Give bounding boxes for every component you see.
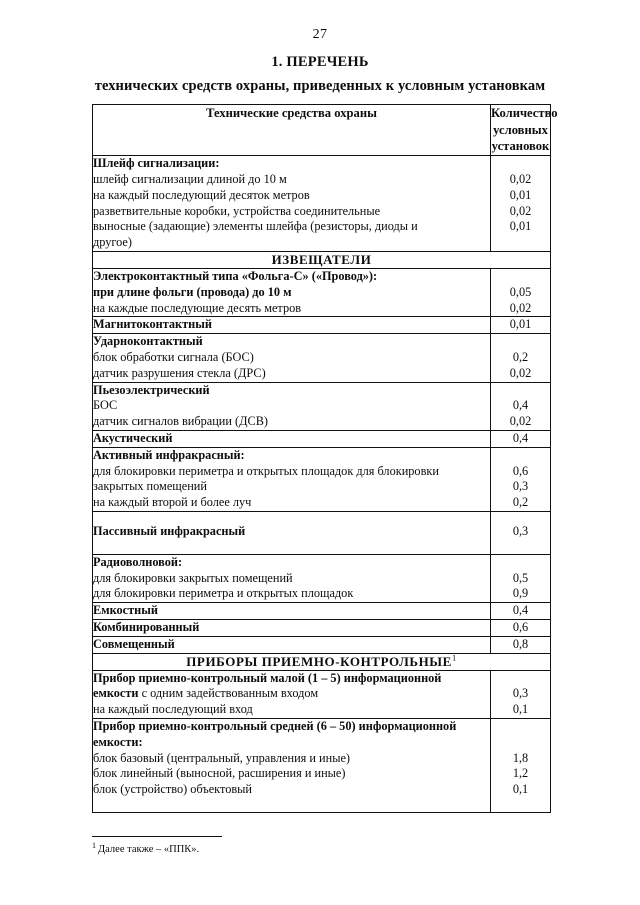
- quantity-value: 0,2: [512, 349, 529, 364]
- equipment-line: на каждый последующий вход: [93, 702, 253, 717]
- equipment-line: Пьезоэлектрический: [93, 382, 210, 397]
- equipment-line: выносные (задающие) элементы шлейфа (резисторы, диоды и: [93, 219, 418, 234]
- equipment-line: датчик сигналов вибрации (ДСВ): [93, 414, 269, 429]
- title-line-1: 1. ПЕРЕЧЕНЬ: [271, 54, 369, 70]
- table-row: [93, 156, 551, 252]
- equipment-line: Магнитоконтактный: [93, 317, 212, 332]
- quantity-value: 0,02: [509, 300, 532, 315]
- quantity-value: 0,01: [509, 187, 532, 202]
- quantity-value: [491, 269, 550, 285]
- quantity-value: 0,02: [509, 203, 532, 218]
- equipment-cell: [93, 670, 491, 718]
- quantity-value: 0,4: [512, 603, 529, 618]
- table-row: [93, 554, 551, 602]
- quantity-cell: [491, 619, 551, 636]
- equipment-line: датчик разрушения стекла (ДРС): [93, 365, 266, 380]
- table-section-row: [93, 653, 551, 670]
- equipment-line: блок (устройство) объектовый: [93, 782, 252, 797]
- equipment-cell: [93, 382, 491, 430]
- footnote-text: Далее также – «ППК».: [98, 844, 200, 855]
- equipment-cell: [93, 334, 491, 382]
- quantity-value: 0,8: [512, 636, 529, 651]
- table-row: [93, 430, 551, 447]
- quantity-value: 0,3: [512, 686, 529, 701]
- quantity-value: 0,1: [512, 702, 529, 717]
- quantity-cell: [491, 430, 551, 447]
- quantity-cell: [491, 554, 551, 602]
- footnote: [92, 840, 200, 857]
- equipment-line: Шлейф сигнализации:: [93, 156, 220, 171]
- equipment-cell: [93, 268, 491, 316]
- table-row: [93, 603, 551, 620]
- table-row: [93, 382, 551, 430]
- equipment-line: Ударноконтактный: [93, 334, 203, 349]
- quantity-value: 0,6: [512, 619, 529, 634]
- table-section-row: [93, 251, 551, 268]
- quantity-value: 1,8: [512, 750, 529, 765]
- quantity-value: 0,02: [509, 365, 532, 380]
- section-title: ИЗВЕЩАТЕЛИ: [93, 251, 551, 268]
- quantity-value: [491, 671, 550, 687]
- table-row: [93, 718, 551, 812]
- equipment-line: емкости:: [93, 734, 143, 749]
- equipment-line: Активный инфракрасный:: [93, 447, 245, 462]
- equipment-cell: [93, 603, 491, 620]
- quantity-value: 0,4: [512, 430, 529, 445]
- equipment-line: блок базовый (центральный, управления и иные): [93, 750, 351, 765]
- quantity-value: [491, 383, 550, 399]
- equipment-cell: [93, 430, 491, 447]
- quantity-cell: [491, 636, 551, 653]
- equipment-line: при длине фольги (провода) до 10 м: [93, 284, 292, 299]
- equipment-cell: [93, 317, 491, 334]
- quantity-cell: [491, 268, 551, 316]
- equipment-line: Емкостный: [93, 603, 158, 618]
- quantity-value: [491, 334, 550, 350]
- equipment-line: БОС: [93, 398, 118, 413]
- equipment-table: [92, 104, 558, 813]
- equipment-line: Совмещенный: [93, 636, 175, 651]
- equipment-cell: [93, 554, 491, 602]
- quantity-cell: [491, 156, 551, 252]
- table-row: [93, 447, 551, 511]
- equipment-line: блок обработки сигнала (БОС): [93, 349, 254, 364]
- equipment-cell: [93, 718, 491, 812]
- quantity-value: 0,9: [512, 586, 529, 601]
- quantity-cell: [491, 334, 551, 382]
- quantity-cell: [491, 718, 551, 812]
- equipment-line: на каждые последующие десять метров: [93, 300, 302, 315]
- quantity-value: [491, 719, 550, 735]
- quantity-cell: [491, 382, 551, 430]
- quantity-value: 0,5: [512, 570, 529, 585]
- table-row: [93, 636, 551, 653]
- table-row: [93, 334, 551, 382]
- quantity-value: 0,01: [509, 317, 532, 332]
- equipment-line: емкости с одним задействованным входом: [93, 686, 319, 701]
- quantity-cell: [491, 670, 551, 718]
- equipment-line: другое): [93, 235, 132, 250]
- table-row: [93, 670, 551, 718]
- equipment-line: на каждый последующий десяток метров: [93, 187, 310, 202]
- equipment-line: Электроконтактный типа «Фольга-С» («Провод»):: [93, 268, 378, 283]
- table-row: [93, 619, 551, 636]
- quantity-header-line-3: установок: [491, 139, 550, 154]
- equipment-line: разветвительные коробки, устройства соединительные: [93, 203, 381, 218]
- quantity-value: 0,01: [509, 219, 532, 234]
- quantity-value: [491, 235, 550, 251]
- quantity-header-line-2: условных: [493, 122, 548, 137]
- quantity-value: [491, 555, 550, 571]
- column-header-equipment: Технические средства охраны: [93, 105, 491, 156]
- quantity-value: 0,2: [512, 495, 529, 510]
- document-title: [70, 52, 570, 97]
- quantity-value: 0,02: [509, 414, 532, 429]
- quantity-value: 0,02: [509, 172, 532, 186]
- table-row: [93, 268, 551, 316]
- equipment-line: на каждый второй и более луч: [93, 495, 252, 510]
- equipment-line: Радиоволновой:: [93, 554, 183, 569]
- page-number: 27: [312, 27, 328, 42]
- equipment-table-container: [92, 104, 558, 813]
- equipment-line: для блокировки периметра и открытых площадок для блокировки: [93, 463, 439, 478]
- column-header-quantity: [491, 105, 558, 156]
- table-body: [93, 156, 551, 813]
- equipment-cell: [93, 619, 491, 636]
- table-header-row: [93, 105, 551, 156]
- quantity-value: 0,05: [509, 284, 532, 299]
- equipment-cell: [93, 636, 491, 653]
- quantity-value: 1,2: [512, 766, 529, 781]
- equipment-line: Акустический: [93, 430, 173, 445]
- quantity-cell: [491, 603, 551, 620]
- equipment-line: шлейф сигнализации длиной до 10 м: [93, 172, 287, 186]
- quantity-cell: [491, 511, 551, 554]
- quantity-value: [491, 448, 550, 464]
- equipment-line: закрытых помещений: [93, 479, 207, 494]
- quantity-cell: [491, 447, 551, 511]
- equipment-cell: [93, 156, 491, 252]
- title-line-2: технических средств охраны, приведенных к условным установкам: [94, 78, 546, 95]
- equipment-line: Прибор приемно-контрольный малой (1 – 5) информационной: [93, 670, 442, 685]
- table-row: [93, 511, 551, 554]
- equipment-cell: [93, 447, 491, 511]
- section-footnote-marker: 1: [451, 652, 457, 663]
- quantity-value: 0,4: [512, 398, 529, 413]
- equipment-line: Прибор приемно-контрольный средней (6 – 50) информационной: [93, 718, 457, 733]
- quantity-value: 0,3: [512, 523, 529, 538]
- equipment-line: Комбинированный: [93, 619, 200, 634]
- equipment-line: для блокировки закрытых помещений: [93, 570, 293, 585]
- equipment-line: для блокировки периметра и открытых площадок: [93, 586, 354, 601]
- footnote-separator: [92, 836, 222, 837]
- quantity-header-line-1: Количество: [491, 106, 558, 120]
- quantity-value: 0,1: [512, 782, 529, 797]
- table-head: [93, 105, 558, 156]
- equipment-line: Пассивный инфракрасный: [93, 523, 246, 538]
- quantity-value: [491, 735, 550, 751]
- footnote-marker: 1: [92, 840, 96, 850]
- section-title: ПРИБОРЫ ПРИЕМНО-КОНТРОЛЬНЫЕ$^1$: [93, 653, 551, 670]
- quantity-value: 0,6: [512, 463, 529, 478]
- equipment-cell: [93, 511, 491, 554]
- quantity-value: 0,3: [512, 479, 529, 494]
- table-row: [93, 317, 551, 334]
- quantity-value: [491, 156, 550, 172]
- quantity-cell: [491, 317, 551, 334]
- equipment-line: блок линейный (выносной, расширения и иные): [93, 766, 346, 781]
